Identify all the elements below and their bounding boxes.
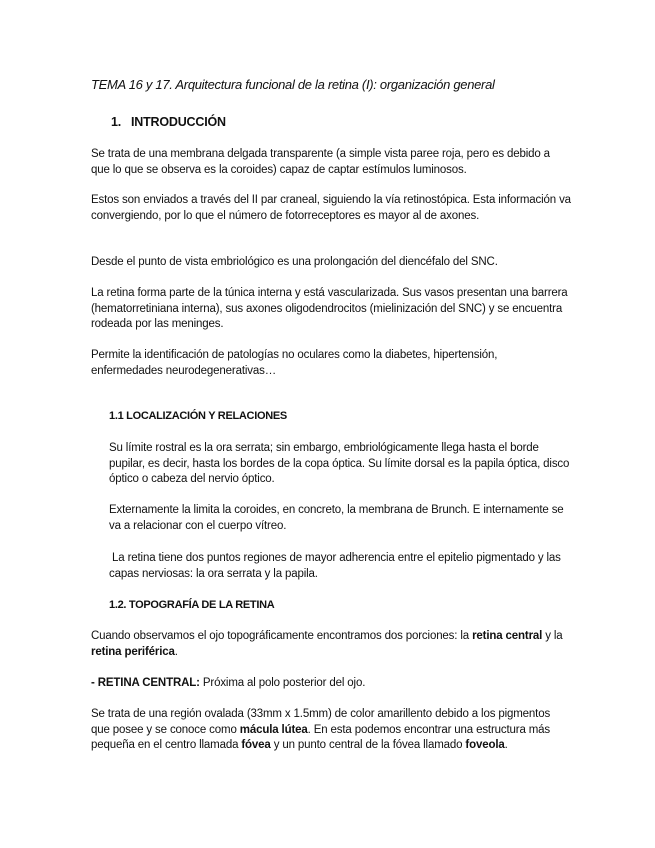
section-1-heading — [111, 114, 226, 130]
topografia-paragraph-3 — [91, 707, 571, 754]
term-retina-central: retina central — [472, 630, 543, 642]
topografia-p1-text-c: y la — [542, 630, 563, 642]
term-macula-lutea: mácula lútea — [239, 723, 308, 736]
term-foveola: foveola — [465, 739, 505, 751]
topografia-p1-text-a: Cuando observamos el ojo topográficamente encontramos dos porciones: la — [91, 630, 473, 642]
section-1-number: 1. — [111, 115, 122, 129]
retina-central-line — [91, 676, 571, 692]
intro-paragraph-3: Desde el punto de vista embriológico es una prolongación del diencéfalo del SNC. — [91, 256, 498, 268]
intro-paragraph-2: Estos son enviados a través del II par craneal, siguiendo la vía retinostópica. Esta información va convergiendo, por lo que el número de fotorreceptores es mayor al de axones. — [91, 194, 571, 222]
intro-paragraph-5: Permite la identificación de patologías no oculares como la diabetes, hipertensión, enfermedades neurodegenerativas… — [91, 349, 498, 377]
term-fovea: fóvea — [241, 739, 271, 751]
section-1-1-heading: 1.1 LOCALIZACIÓN Y RELACIONES — [109, 410, 287, 422]
localizacion-paragraph-3: La retina tiene dos puntos regiones de mayor adherencia entre el epitelio pigmentado y las capas nerviosas: la ora serrata y la papila. — [109, 552, 564, 580]
intro-paragraph-1: Se trata de una membrana delgada transparente (a simple vista paree roja, pero es debido a que lo que se observa es la coroides) capaz de captar estímulos luminosos. — [91, 148, 550, 176]
retina-central-text: Próxima al polo posterior del ojo. — [199, 677, 366, 689]
retina-central-label: - RETINA CENTRAL: — [91, 677, 200, 689]
localizacion-paragraph-2: Externamente la limita la coroides, en concreto, la membrana de Brunch. E internamente se va a relacionar con el cuerpo vítreo. — [109, 504, 564, 532]
section-1-2-heading: 1.2. TOPOGRAFÍA DE LA RETINA — [109, 599, 275, 611]
document-title: TEMA 16 y 17. Arquitectura funcional de la retina (I): organización general — [91, 77, 495, 92]
topografia-p3-text-g: . — [504, 739, 508, 751]
topografia-p3-text-e: y un punto central de la fóvea llamado — [270, 739, 466, 751]
topografia-p3-text-a: Se trata de una región ovalada (33mm x 1.5mm) de color amarillento debido a los pigmentos que posee y se conoce como — [91, 708, 551, 736]
intro-paragraph-4: La retina forma parte de la túnica interna y está vascularizada. Sus vasos presentan una barrera (hematorretiniana interna), sus axones oligodendrocitos (mielinización del SNC) y se encuentra rodeada por las meninges. — [91, 287, 568, 330]
term-retina-periferica: retina periférica — [91, 645, 175, 658]
section-1-heading-text: INTRODUCCIÓN — [131, 115, 226, 129]
localizacion-paragraph-1: Su límite rostral es la ora serrata; sin embargo, embriológicamente llega hasta el borde pupilar, es decir, hasta los bordes de la copa óptica. Su límite dorsal es la papila óptica, disco óptico o cabeza del nervio óptico. — [109, 442, 570, 485]
topografia-p1-text-e: . — [174, 645, 178, 658]
topografia-p3-text-c: . En esta podemos encontrar una estructura más pequeña en el centro llamada — [91, 723, 551, 751]
topografia-paragraph-1 — [91, 629, 571, 660]
